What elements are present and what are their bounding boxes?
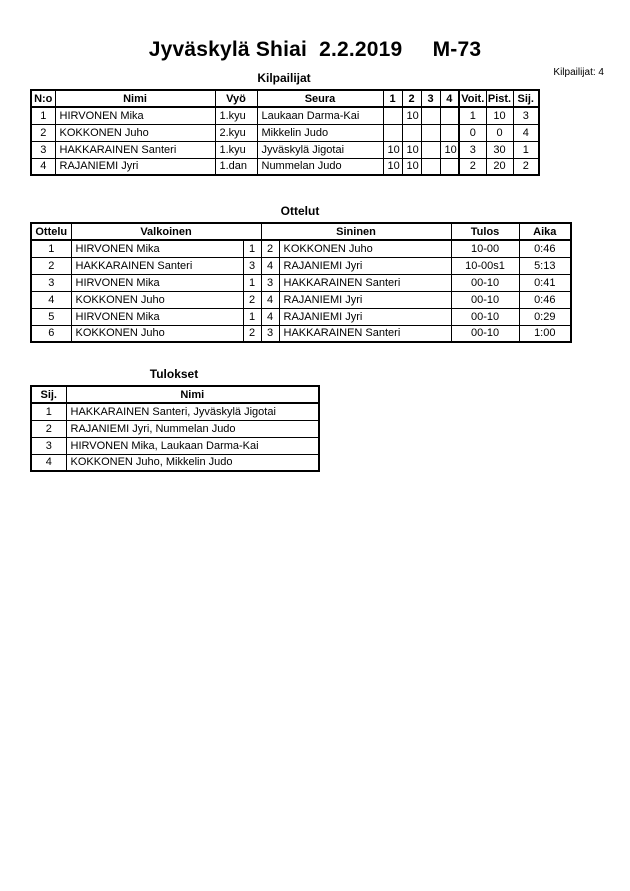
match-time: 0:46 xyxy=(519,240,571,257)
competitor-row xyxy=(31,107,539,124)
col-header-name: Nimi xyxy=(55,90,215,107)
competitor-wins: 0 xyxy=(459,124,486,141)
competitor-score-4: 10 xyxy=(440,141,459,158)
blue-no: 4 xyxy=(261,308,279,325)
blue-no: 2 xyxy=(261,240,279,257)
col-header-white: Valkoinen xyxy=(71,223,261,240)
blue-no: 4 xyxy=(261,291,279,308)
match-result: 10-00s1 xyxy=(451,257,519,274)
match-no: 3 xyxy=(31,274,71,291)
col-header-rank: Sij. xyxy=(31,386,66,403)
match-time: 0:29 xyxy=(519,308,571,325)
match-time: 1:00 xyxy=(519,325,571,342)
competitor-club: Laukaan Darma-Kai xyxy=(257,107,383,124)
competitor-club: Mikkelin Judo xyxy=(257,124,383,141)
competitor-score-2: 10 xyxy=(402,107,421,124)
competitor-rank: 1 xyxy=(513,141,539,158)
col-header-match: Ottelu xyxy=(31,223,71,240)
match-result: 00-10 xyxy=(451,291,519,308)
white-no: 2 xyxy=(243,325,261,342)
white-no: 3 xyxy=(243,257,261,274)
competitor-no: 2 xyxy=(31,124,55,141)
competitor-name: RAJANIEMI Jyri xyxy=(55,158,215,175)
competitor-score-3 xyxy=(421,107,440,124)
competitor-belt: 2.kyu xyxy=(215,124,257,141)
competitor-wins: 2 xyxy=(459,158,486,175)
col-header-points: Pist. xyxy=(486,90,513,107)
matches-table xyxy=(30,222,572,343)
match-row xyxy=(31,240,571,257)
match-result: 00-10 xyxy=(451,274,519,291)
match-no: 1 xyxy=(31,240,71,257)
matches-heading: Ottelut xyxy=(280,204,320,218)
match-row xyxy=(31,325,571,342)
competitor-score-2 xyxy=(402,124,421,141)
competitors-count-label: Kilpailijat: 4 xyxy=(553,67,604,78)
standings-rank: 3 xyxy=(31,437,66,454)
matches-section xyxy=(30,204,570,343)
competitor-score-4 xyxy=(440,158,459,175)
competitor-points: 20 xyxy=(486,158,513,175)
blue-name: KOKKONEN Juho xyxy=(279,240,451,257)
match-no: 6 xyxy=(31,325,71,342)
blue-name: RAJANIEMI Jyri xyxy=(279,257,451,274)
competitor-score-4 xyxy=(440,107,459,124)
standings-row xyxy=(31,403,319,420)
match-row xyxy=(31,308,571,325)
match-no: 4 xyxy=(31,291,71,308)
blue-name: RAJANIEMI Jyri xyxy=(279,291,451,308)
white-name: HIRVONEN Mika xyxy=(71,308,243,325)
competitor-score-3 xyxy=(421,124,440,141)
white-no: 1 xyxy=(243,274,261,291)
standings-name: HIRVONEN Mika, Laukaan Darma-Kai xyxy=(66,437,319,454)
competitor-belt: 1.dan xyxy=(215,158,257,175)
match-time: 5:13 xyxy=(519,257,571,274)
competitor-wins: 3 xyxy=(459,141,486,158)
competitor-wins: 1 xyxy=(459,107,486,124)
competitor-score-3 xyxy=(421,158,440,175)
competitor-rank: 2 xyxy=(513,158,539,175)
white-name: HIRVONEN Mika xyxy=(71,274,243,291)
col-header-no: N:o xyxy=(31,90,55,107)
competitor-row xyxy=(31,158,539,175)
competitor-score-1: 10 xyxy=(383,158,402,175)
blue-name: HAKKARAINEN Santeri xyxy=(279,325,451,342)
competitor-name: HIRVONEN Mika xyxy=(55,107,215,124)
white-no: 2 xyxy=(243,291,261,308)
standings-row xyxy=(31,437,319,454)
competitor-belt: 1.kyu xyxy=(215,141,257,158)
blue-name: RAJANIEMI Jyri xyxy=(279,308,451,325)
col-header-belt: Vyö xyxy=(215,90,257,107)
white-no: 1 xyxy=(243,240,261,257)
standings-name: RAJANIEMI Jyri, Nummelan Judo xyxy=(66,420,319,437)
competitor-name: HAKKARAINEN Santeri xyxy=(55,141,215,158)
competitor-no: 1 xyxy=(31,107,55,124)
standings-name: HAKKARAINEN Santeri, Jyväskylä Jigotai xyxy=(66,403,319,420)
competitor-points: 0 xyxy=(486,124,513,141)
match-no: 2 xyxy=(31,257,71,274)
standings-rank: 2 xyxy=(31,420,66,437)
competitor-score-2: 10 xyxy=(402,158,421,175)
col-header-blue: Sininen xyxy=(261,223,451,240)
standings-name: KOKKONEN Juho, Mikkelin Judo xyxy=(66,454,319,471)
col-header-name: Nimi xyxy=(66,386,319,403)
competitor-points: 10 xyxy=(486,107,513,124)
competitors-table xyxy=(30,89,540,176)
col-header-wins: Voit. xyxy=(459,90,486,107)
match-result: 10-00 xyxy=(451,240,519,257)
white-no: 1 xyxy=(243,308,261,325)
white-name: HIRVONEN Mika xyxy=(71,240,243,257)
col-header-rank: Sij. xyxy=(513,90,539,107)
standings-rank: 4 xyxy=(31,454,66,471)
col-header-result: Tulos xyxy=(451,223,519,240)
standings-heading: Tulokset xyxy=(149,367,199,381)
standings-header-row xyxy=(31,386,319,403)
competitor-club: Nummelan Judo xyxy=(257,158,383,175)
competitor-score-1: 10 xyxy=(383,141,402,158)
match-row xyxy=(31,274,571,291)
white-name: HAKKARAINEN Santeri xyxy=(71,257,243,274)
standings-row xyxy=(31,420,319,437)
standings-rank: 1 xyxy=(31,403,66,420)
match-row xyxy=(31,257,571,274)
standings-row xyxy=(31,454,319,471)
competitor-club: Jyväskylä Jigotai xyxy=(257,141,383,158)
white-name: KOKKONEN Juho xyxy=(71,291,243,308)
col-header-match3: 3 xyxy=(421,90,440,107)
blue-no: 3 xyxy=(261,325,279,342)
competitor-rank: 4 xyxy=(513,124,539,141)
competitor-no: 3 xyxy=(31,141,55,158)
matches-header-row xyxy=(31,223,571,240)
standings-table xyxy=(30,385,320,472)
match-time: 0:41 xyxy=(519,274,571,291)
competitor-score-3 xyxy=(421,141,440,158)
competitor-score-1 xyxy=(383,124,402,141)
competitor-no: 4 xyxy=(31,158,55,175)
competitors-heading: Kilpailijat xyxy=(257,71,311,85)
competitor-name: KOKKONEN Juho xyxy=(55,124,215,141)
col-header-match1: 1 xyxy=(383,90,402,107)
match-row xyxy=(31,291,571,308)
competitor-score-2: 10 xyxy=(402,141,421,158)
blue-no: 3 xyxy=(261,274,279,291)
col-header-match2: 2 xyxy=(402,90,421,107)
standings-section xyxy=(30,367,318,472)
blue-no: 4 xyxy=(261,257,279,274)
match-result: 00-10 xyxy=(451,308,519,325)
white-name: KOKKONEN Juho xyxy=(71,325,243,342)
col-header-time: Aika xyxy=(519,223,571,240)
competitor-row xyxy=(31,124,539,141)
blue-name: HAKKARAINEN Santeri xyxy=(279,274,451,291)
match-result: 00-10 xyxy=(451,325,519,342)
competitor-belt: 1.kyu xyxy=(215,107,257,124)
match-time: 0:46 xyxy=(519,291,571,308)
competitor-score-4 xyxy=(440,124,459,141)
competitors-section xyxy=(30,71,538,176)
competitor-rank: 3 xyxy=(513,107,539,124)
col-header-club: Seura xyxy=(257,90,383,107)
competitor-points: 30 xyxy=(486,141,513,158)
col-header-match4: 4 xyxy=(440,90,459,107)
competitors-header-row xyxy=(31,90,539,107)
competitor-row xyxy=(31,141,539,158)
match-no: 5 xyxy=(31,308,71,325)
competitor-score-1 xyxy=(383,107,402,124)
page-title: Jyväskylä Shiai 2.2.2019 M-73 xyxy=(148,38,482,61)
